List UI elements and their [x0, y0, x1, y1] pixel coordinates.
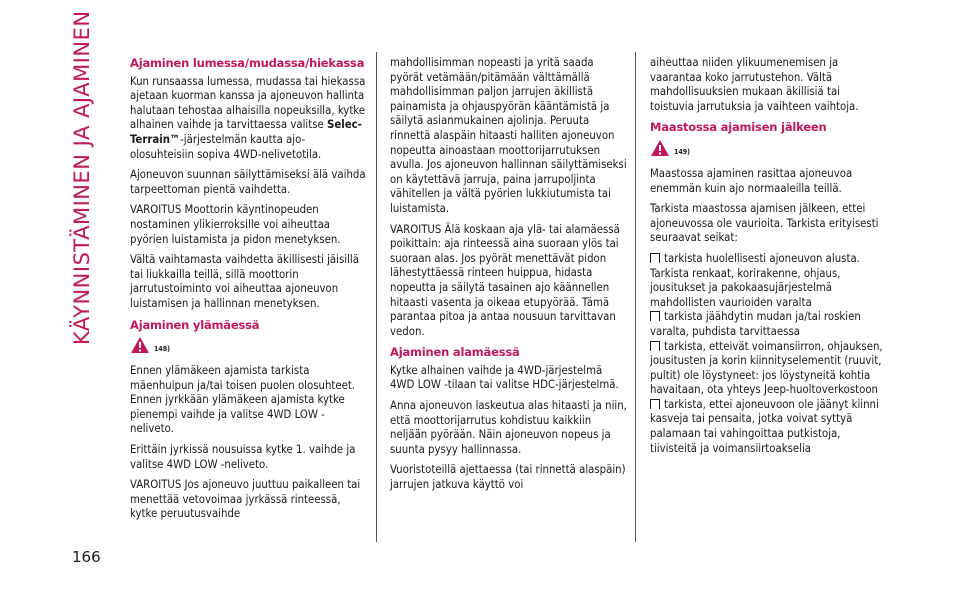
paragraph: Vältä vaihtamasta vaihdetta äkillisesti jäisillä tai liukkailla teillä, sillä moottorin jarrutustoiminto voi aiheuttaa ajoneuvon luistamisen ja hallinnan menetyksen.	[130, 253, 359, 310]
bullet-item: tarkista huolellisesti ajoneuvon alusta. Tarkista renkaat, korirakenne, ohjaus, jousitukset ja pakokaasujärjestelmä mahdollisten vaurioiden varalta	[650, 251, 860, 309]
paragraph: Maastossa ajaminen rasittaa ajoneuvoa enemmän kuin ajo normaaleilla teillä.	[650, 166, 853, 195]
section-heading: Maastossa ajamisen jälkeen	[650, 120, 827, 135]
warning-ref-number: 149)	[674, 147, 691, 156]
paragraph: Anna ajoneuvon laskeutua alas hitaasti ja niin, että moottorijarrutus kohdistuu kaikkiin neljään pyörään. Näin ajoneuvon nopeus ja suunta pysyy hallinnassa.	[390, 399, 627, 456]
column-divider	[376, 52, 377, 542]
column-2	[390, 56, 627, 499]
warning-reference	[130, 336, 367, 358]
paragraph: Ennen ylämäkeen ajamista tarkista mäenhuipun ja/tai toisen puolen olosuhteet. Ennen jyrkkään ylämäkeen ajamista kytke pienempi vaihde ja valitse 4WD LOW -neliveto.	[130, 364, 356, 436]
paragraph: mahdollisimman nopeasti ja yritä saada pyörät vetämään/pitämään välttämällä mahdollisimman paljon jarrujen äkillistä painamista ja ohjauspyörän kääntämistä ja säilytä asianmukainen ajolinja. Peruuta rinnettä alaspäin hitaasti halliten ajoneuvon nopeutta ainoastaan moottorijarrutuksen avulla. Jos ajoneuvon hallinnan säilyttämiseksi on käytettävä jarruja, paina jarrupoljinta vähitellen ja vältä pyörien lukkiutumista tai luistamista.	[390, 56, 627, 215]
bullet-item: tarkista, etteivät voimansiirron, ohjauksen, jousitusten ja korin kiinnityselementit (ruuvit, pultit) ole löystyneet: jos löystyneitä kohtia havaitaan, ota yhteys Jeep-huoltoverkostoon	[650, 339, 883, 397]
page-number: 166	[72, 548, 101, 566]
column-1	[130, 56, 367, 528]
paragraph: Erittäin jyrkissä nousuissa kytke 1. vaihde ja valitse 4WD LOW -neliveto.	[130, 443, 356, 471]
warning-paragraph: VAROITUS Älä koskaan aja ylä- tai alamäessä poikittain: aja rinteessä aina suoraan ylös tai suoraan alas. Jos pyörät menettävät pidon lähestyttäessä rinteen huippua, hidasta nopeutta ja säilytä tasainen ajo käännellen hitaasti vasenta ja oikeaa etupyörää. Tämä parantaa pitoa ja antaa nousuun tarvittavan vedon.	[390, 222, 620, 338]
paragraph: Kun runsaassa lumessa, mudassa tai hiekassa ajetaan kuorman kanssa ja ajoneuvon hallinta halutaan tehostaa alhaisilla nopeuksilla, kytke alhainen vaihde ja tarvittaessa valitse Selec-Terrain™-järjestelmän kautta ajo-olosuhteisiin sopiva 4WD-nelivetotila.	[130, 74, 366, 161]
selec-terrain-term: Selec-Terrain™	[130, 118, 362, 146]
bullet-icon	[650, 311, 660, 321]
bullet-item: tarkista jäähdytin mudan ja/tai roskien varalta, puhdista tarvittaessa	[650, 310, 861, 338]
section-heading: Ajaminen alamäessä	[390, 345, 520, 360]
paragraph: Kytke alhainen vaihde ja 4WD-järjestelmä 4WD LOW -tilaan tai valitse HDC-järjestelmä.	[390, 363, 619, 392]
warning-triangle-icon	[650, 139, 670, 157]
warning-triangle-icon	[130, 336, 150, 354]
section-heading: Ajaminen ylämäessä	[130, 317, 260, 332]
warning-paragraph: VAROITUS Moottorin käyntinopeuden nostaminen ylikierroksille voi aiheuttaa pyörien luistamista ja pidon menetyksen.	[130, 203, 341, 246]
bullet-icon	[650, 341, 660, 351]
bullet-icon	[650, 253, 660, 263]
chapter-title: KÄYNNISTÄMINEN JA AJAMINEN	[70, 10, 94, 345]
column-3	[650, 56, 887, 456]
paragraph: Tarkista maastossa ajamisen jälkeen, ettei ajoneuvossa ole vaurioita. Tarkista erityisesti seuraavat seikat:	[650, 202, 879, 245]
section-heading: Ajaminen lumessa/mudassa/hiekassa	[130, 56, 365, 70]
paragraph: Ajoneuvon suunnan säilyttämiseksi älä vaihda tarpeettoman pientä vaihdetta.	[130, 168, 366, 196]
warning-ref-number: 148)	[154, 345, 171, 354]
bullet-icon	[650, 399, 660, 409]
warning-paragraph: VAROITUS Jos ajoneuvo juuttuu paikalleen tai menettää vetovoimaa jyrkässä rinteessä, kytke peruutusvaihde	[130, 478, 361, 521]
warning-reference	[650, 139, 887, 161]
paragraph: Vuoristoteillä ajettaessa (tai rinnettä alaspäin) jarrujen jatkuva käyttö voi	[390, 463, 626, 492]
paragraph: aiheuttaa niiden ylikuumenemisen ja vaarantaa koko jarrutustehon. Vältä mahdollisuuksien mukaan äkillisiä tai toistuvia jarrutuksia ja vaihteen vaihtoja.	[650, 56, 859, 113]
column-divider	[635, 52, 636, 542]
bullet-item: tarkista, ettei ajoneuvoon ole jäänyt kiinni kasveja tai pensaita, jotka voivat syttyä palamaan tai vahingoittaa putkistoja, tiivisteitä ja voimansiirtoakselia	[650, 397, 879, 455]
